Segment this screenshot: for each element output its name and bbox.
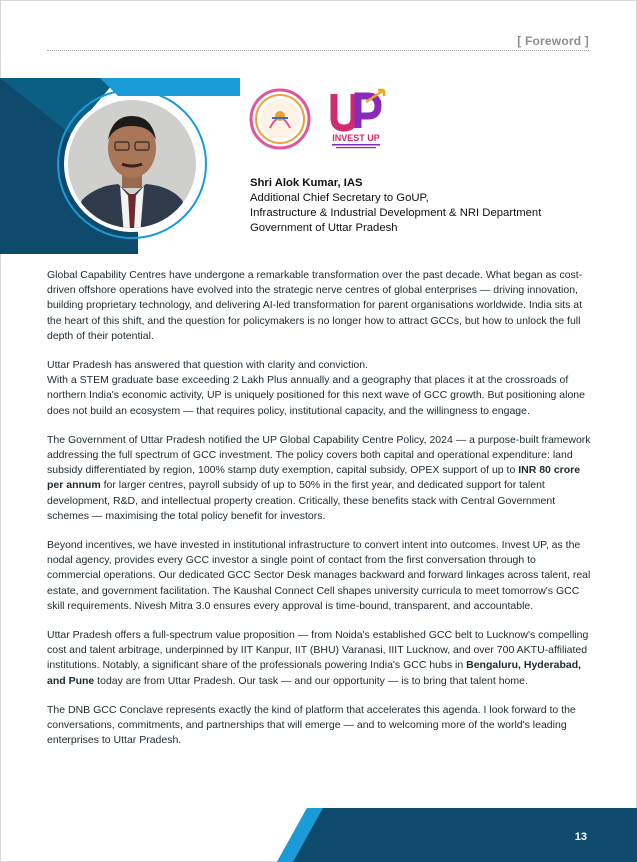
up-government-seal-icon <box>248 88 314 150</box>
page-number: 13 <box>574 831 587 843</box>
paragraph-3-text-a: The Government of Uttar Pradesh notified the UP Global Capability Centre Policy, 2024 — a purpose-built framework addressing the full spectrum of GCC investment. The policy covers both capital and operational expenditure: land subsidy differentiated by region, 100% stamp duty exemption, capital subsidy, OPEX support of up to <box>47 433 591 477</box>
paragraph-1: Global Capability Centres have undergone a remarkable transformation over the past decade. What began as cost-driven offshore operations have evolved into the strategic nerve centres of global enterprises — driving innovation, building proprietary technology, and delivering AI-led transformation for parent organisations worldwide. India sits at the heart of this shift, and the question for policymakers is no longer how to attract GCCs, but how to unlock the full depth of their potential. <box>47 269 583 342</box>
signatory-block <box>250 176 541 236</box>
paragraph-3-highlight: INR 80 crore per annum <box>47 464 581 492</box>
foreword-body <box>47 268 591 762</box>
signatory-title-line-3: Government of Uttar Pradesh <box>250 222 398 234</box>
paragraph-5-text-b: today are from Uttar Pradesh. Our task — and our opportunity — is to bring that talent home. <box>94 674 528 687</box>
header-dotted-divider <box>47 50 589 51</box>
paragraph-3-text-b: for larger centres, payroll subsidy of up to 50% in the first year, and dedicated support for talent development, R&D, and intellectual property creation. Critically, these benefits stack with Central Government schemes — maximising the total policy benefit for investors. <box>47 479 556 522</box>
invest-up-logo-icon <box>326 88 388 150</box>
paragraph-2-lead: Uttar Pradesh has answered that question with clarity and conviction. <box>47 359 369 372</box>
svg-text:INVEST UP: INVEST UP <box>332 133 380 143</box>
paragraph-6: The DNB GCC Conclave represents exactly the kind of platform that accelerates this agenda. I look forward to the conversations, commitments, and partnerships that will emerge — and to welcoming more of the world's leading enterprises to Uttar Pradesh. <box>47 703 576 747</box>
paragraph-2-body: With a STEM graduate base exceeding 2 Lakh Plus annually and a geography that places it at the crossroads of northern India's economic activity, UP is uniquely positioned for this next wave of GCC growth. But positioning alone does not build an ecosystem — that requires policy, institutional capacity, and the willingness to engage. <box>47 374 585 417</box>
signatory-title-line-2: Infrastructure & Industrial Development & NRI Department <box>250 207 542 219</box>
teal-bar <box>100 78 240 96</box>
portrait-decoration <box>0 78 240 254</box>
paragraph-3 <box>47 433 591 524</box>
signatory-name: Shri Alok Kumar, IAS <box>250 177 363 189</box>
paragraph-5 <box>47 628 591 689</box>
paragraph-2 <box>47 358 591 419</box>
paragraph-5-text-a: Uttar Pradesh offers a full-spectrum value proposition — from Noida's established GCC belt to Lucknow's compelling cost and talent arbitrage, underpinned by IIT Kanpur, IIT (BHU) Varanasi, IIIT Lucknow, and over 700 AKTU-affiliated institutions. Notably, a significant share of the professionals powering India's GCC hubs in <box>47 629 589 672</box>
paragraph-5-highlight: Bengaluru, Hyderabad, and Pune <box>47 659 582 687</box>
signatory-title-line-1: Additional Chief Secretary to GoUP, <box>250 192 429 204</box>
paragraph-4: Beyond incentives, we have invested in institutional infrastructure to convert intent into outcomes. Invest UP, as the nodal agency, provides every GCC investor a single point of contact from the first conversation through to commercial operations. Our dedicated GCC Sector Desk manages backward and forward linkages across talent, real estate, and government facilitation. The Kaushal Connect Cell shapes university curricula to meet tomorrow's GCC skill requirements. Nivesh Mitra 3.0 ensures every approval is time-bound, transparent, and accountable. <box>47 539 591 612</box>
section-tag: [ Foreword ] <box>517 34 589 48</box>
